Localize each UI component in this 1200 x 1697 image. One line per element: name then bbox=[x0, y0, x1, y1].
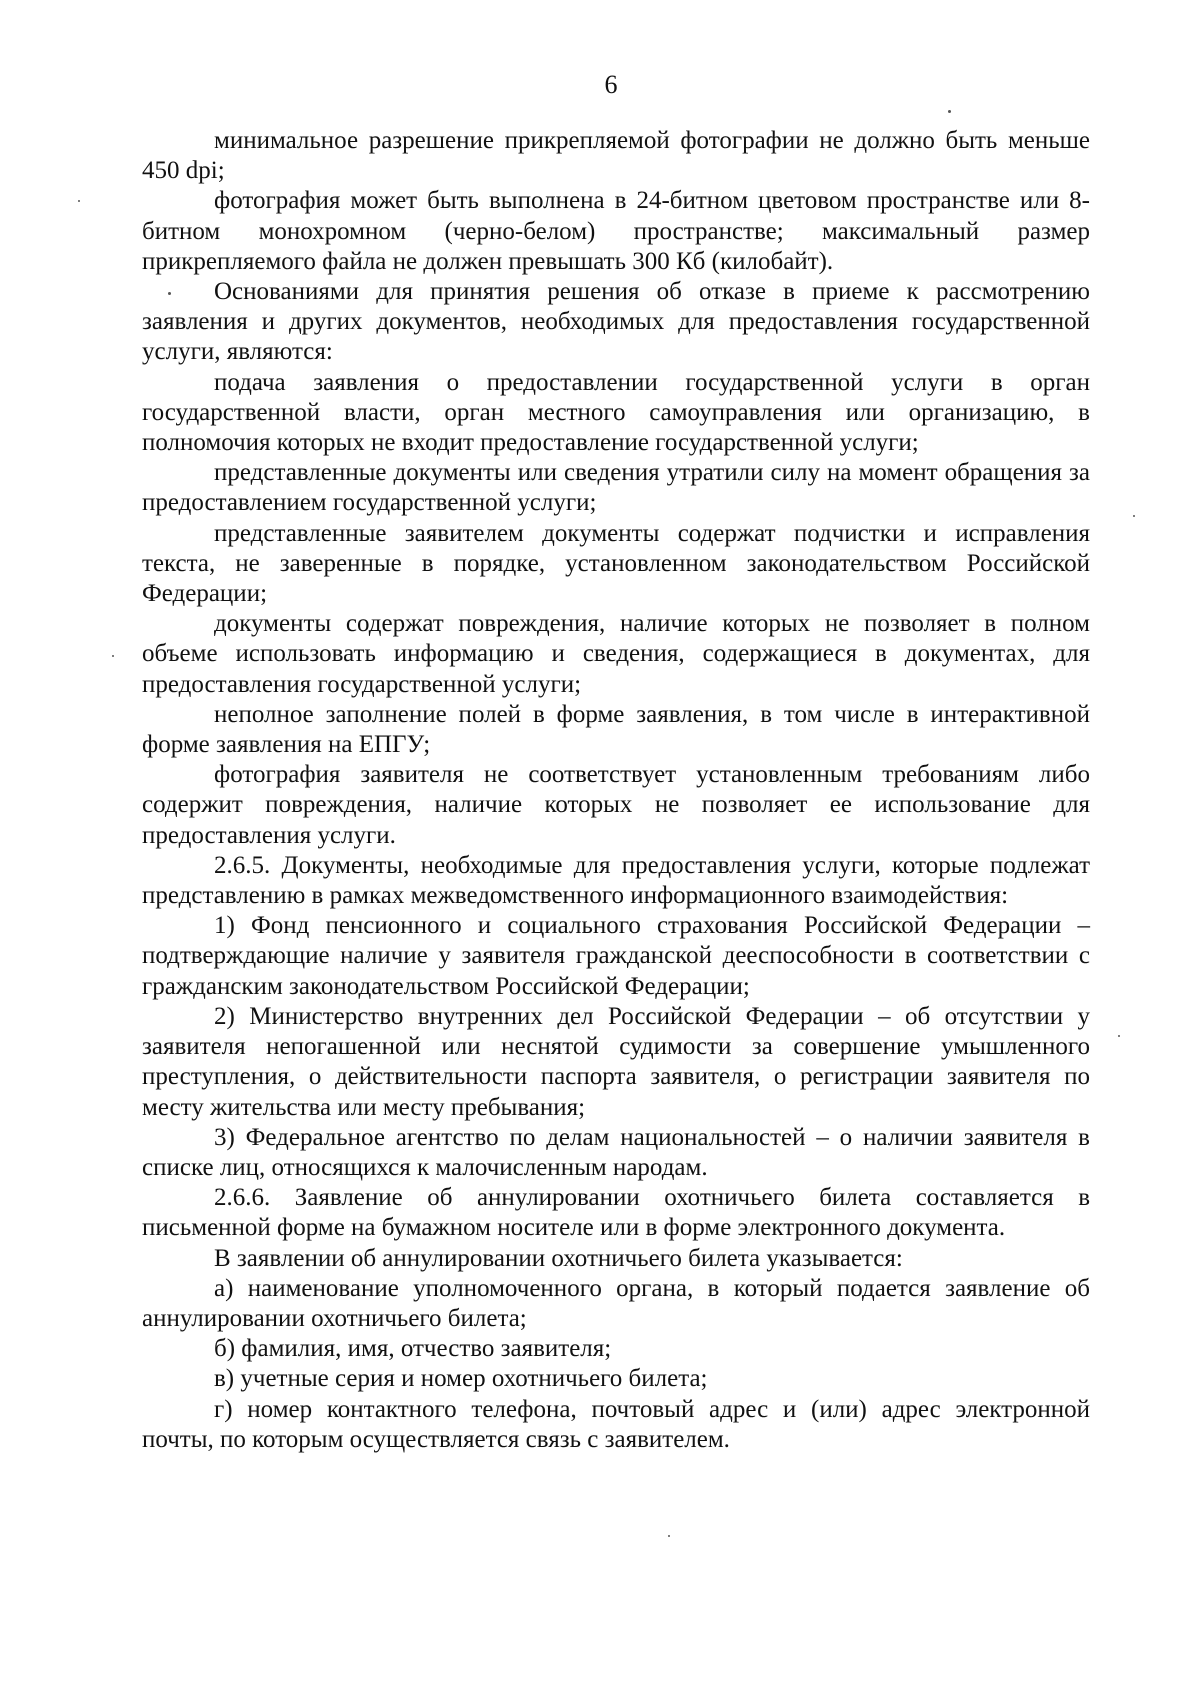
paragraph: представленные заявителем документы содержат подчистки и исправления текста, не заверенные в порядке, установленном законодательством Российской Федерации; bbox=[142, 519, 1090, 608]
scan-speck bbox=[112, 655, 114, 657]
paragraph: 2.6.6. Заявление об аннулировании охотничьего билета составляется в письменной форме на бумажном носителе или в форме электронного документа. bbox=[142, 1184, 1090, 1242]
scan-speck bbox=[1133, 515, 1135, 517]
paragraph: документы содержат повреждения, наличие которых не позволяет в полном объеме использовать информацию и сведения, содержащиеся в документах, для предоставления государственной услуги; bbox=[142, 610, 1090, 698]
paragraph: а) наименование уполномоченного органа, в который подается заявление об аннулировании охотничьего билета; bbox=[142, 1274, 1090, 1332]
paragraph: б) фамилия, имя, отчество заявителя; bbox=[214, 1335, 612, 1363]
page-number: 6 bbox=[604, 70, 618, 99]
scan-speck bbox=[168, 292, 171, 295]
paragraph: 2) Министерство внутренних дел Российской Федерации – об отсутствии у заявителя непогашенной или неснятой судимости за совершение умышленного преступления, о действительности паспорта заявителя, о регистрации заявителя по месту жительства или месту пребывания; bbox=[142, 1002, 1090, 1121]
paragraph: подача заявления о предоставлении государственной услуги в орган государственной власти, орган местного самоуправления или организацию, в полномочия которых не входит предоставление государственной услуги; bbox=[142, 368, 1090, 457]
paragraph: 1) Фонд пенсионного и социального страхования Российской Федерации – подтверждающие наличие у заявителя гражданской дееспособности в соответствии с гражданским законодательством Российской Федерации; bbox=[142, 912, 1090, 1000]
paragraph: 2.6.5. Документы, необходимые для предоставления услуги, которые подлежат представлению в рамках межведомственного информационного взаимодействия: bbox=[142, 851, 1090, 910]
paragraph: фотография может быть выполнена в 24-битном цветовом пространстве или 8-битном монохромном (черно-белом) пространстве; максимальный размер прикрепляемого файла не должен превышать 300 Кб (килобайт). bbox=[142, 187, 1090, 275]
paragraph: минимальное разрешение прикрепляемой фотографии не должно быть меньше 450 dpi; bbox=[142, 127, 1090, 185]
document-body bbox=[142, 126, 1090, 1455]
paragraph: Основаниями для принятия решения об отказе в приеме к рассмотрению заявления и других документов, необходимых для предоставления государственной услуги, являются: bbox=[142, 278, 1090, 366]
paragraph: представленные документы или сведения утратили силу на момент обращения за предоставлением государственной услуги; bbox=[142, 459, 1090, 517]
paragraph: в) учетные серия и номер охотничьего билета; bbox=[214, 1365, 708, 1393]
scan-speck bbox=[948, 110, 951, 113]
paragraph: неполное заполнение полей в форме заявления, в том числе в интерактивной форме заявления на ЕПГУ; bbox=[142, 700, 1090, 759]
scan-speck bbox=[78, 200, 80, 202]
paragraph: В заявлении об аннулировании охотничьего билета указывается: bbox=[214, 1244, 903, 1272]
paragraph: фотография заявителя не соответствует установленным требованиям либо содержит повреждения, наличие которых не позволяет ее использование для предоставления услуги. bbox=[142, 761, 1090, 849]
paragraph: г) номер контактного телефона, почтовый адрес и (или) адрес электронной почты, по которым осуществляется связь с заявителем. bbox=[142, 1395, 1090, 1453]
scan-speck bbox=[1118, 1035, 1120, 1037]
scan-speck bbox=[668, 1535, 670, 1537]
paragraph: 3) Федеральное агентство по делам национальностей – о наличии заявителя в списке лиц, относящихся к малочисленным народам. bbox=[142, 1123, 1090, 1181]
